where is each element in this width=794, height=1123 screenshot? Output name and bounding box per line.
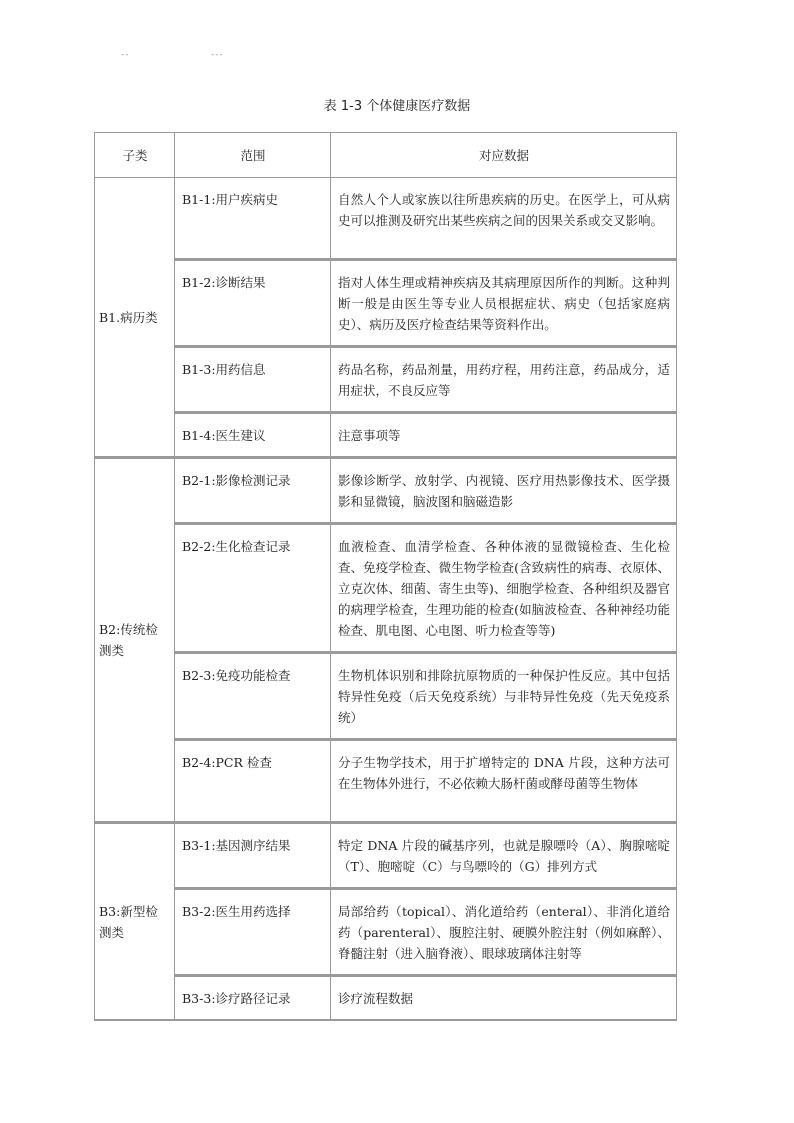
category-cell: B1.病历类 (95, 178, 175, 458)
range-cell: B1-4:医生建议 (175, 413, 331, 458)
column-header-range: 范围 (175, 133, 331, 178)
range-cell: B2-4:PCR 检查 (175, 740, 331, 823)
range-cell: B3-1:基因测序结果 (175, 823, 331, 889)
table-row (95, 653, 677, 740)
table-row (95, 347, 677, 413)
table-row (95, 823, 677, 889)
health-data-table (94, 132, 677, 1021)
data-cell: 影像诊断学、放射学、内视镜、医疗用热影像技术、医学摄影和显微镜，脑波图和脑磁造影 (331, 458, 677, 524)
table-row (95, 524, 677, 653)
table-row (95, 889, 677, 976)
data-cell: 注意事项等 (331, 413, 677, 458)
header-mark: -- (121, 50, 130, 60)
data-cell: 诊疗流程数据 (331, 976, 677, 1021)
data-cell: 血液检查、血清学检查、各种体液的显微镜检查、生化检查、免疫学检查、微生物学检查(含致病性的病毒、衣原体、立克次体、细菌、寄生虫等)、细胞学检查、各种组织及器官的病理学检查，生理功能的检查(如脑波检查、各种神经功能检查、肌电图、心电图、听力检查等等) (331, 524, 677, 653)
data-cell: 药品名称，药品剂量，用药疗程，用药注意，药品成分，适用症状，不良反应等 (331, 347, 677, 413)
table-row (95, 178, 677, 260)
table-row (95, 976, 677, 1021)
range-cell: B2-3:免疫功能检查 (175, 653, 331, 740)
table-row (95, 260, 677, 347)
data-cell: 生物机体识别和排除抗原物质的一种保护性反应。其中包括特异性免疫（后天免疫系统）与非特异性免疫（先天免疫系统） (331, 653, 677, 740)
column-header-subcategory: 子类 (95, 133, 175, 178)
table-title: 表 1-3 个体健康医疗数据 (323, 99, 471, 114)
range-cell: B1-2:诊断结果 (175, 260, 331, 347)
category-cell: B3:新型检测类 (95, 823, 175, 1021)
range-cell: B3-2:医生用药选择 (175, 889, 331, 976)
range-cell: B3-3:诊疗路径记录 (175, 976, 331, 1021)
range-cell: B2-1:影像检测记录 (175, 458, 331, 524)
data-cell: 自然人个人或家族以往所患疾病的历史。在医学上，可从病史可以推测及研究出某些疾病之间的因果关系或交叉影响。 (331, 178, 677, 260)
table-header-row (95, 133, 677, 178)
header-mark: --- (211, 50, 224, 60)
range-cell: B1-3:用药信息 (175, 347, 331, 413)
range-cell: B2-2:生化检查记录 (175, 524, 331, 653)
data-cell: 指对人体生理或精神疾病及其病理原因所作的判断。这种判断一般是由医生等专业人员根据症状、病史（包括家庭病史）、病历及医疗检查结果等资料作出。 (331, 260, 677, 347)
data-cell: 特定 DNA 片段的碱基序列，也就是腺嘌呤（A）、胸腺嘧啶（T）、胞嘧啶（C）与鸟嘌呤的（G）排列方式 (331, 823, 677, 889)
data-cell: 局部给药（topical）、消化道给药（enteral）、非消化道给药（parenteral）、腹腔注射、硬膜外腔注射（例如麻醉）、脊髓注射（进入脑脊液）、眼球玻璃体注射等 (331, 889, 677, 976)
column-header-data: 对应数据 (331, 133, 677, 178)
table-row (95, 413, 677, 458)
table-row (95, 740, 677, 823)
table-row (95, 458, 677, 524)
category-cell: B2:传统检测类 (95, 458, 175, 823)
data-cell: 分子生物学技术，用于扩增特定的 DNA 片段，这种方法可在生物体外进行，不必依赖大肠杆菌或酵母菌等生物体 (331, 740, 677, 823)
range-cell: B1-1:用户疾病史 (175, 178, 331, 260)
